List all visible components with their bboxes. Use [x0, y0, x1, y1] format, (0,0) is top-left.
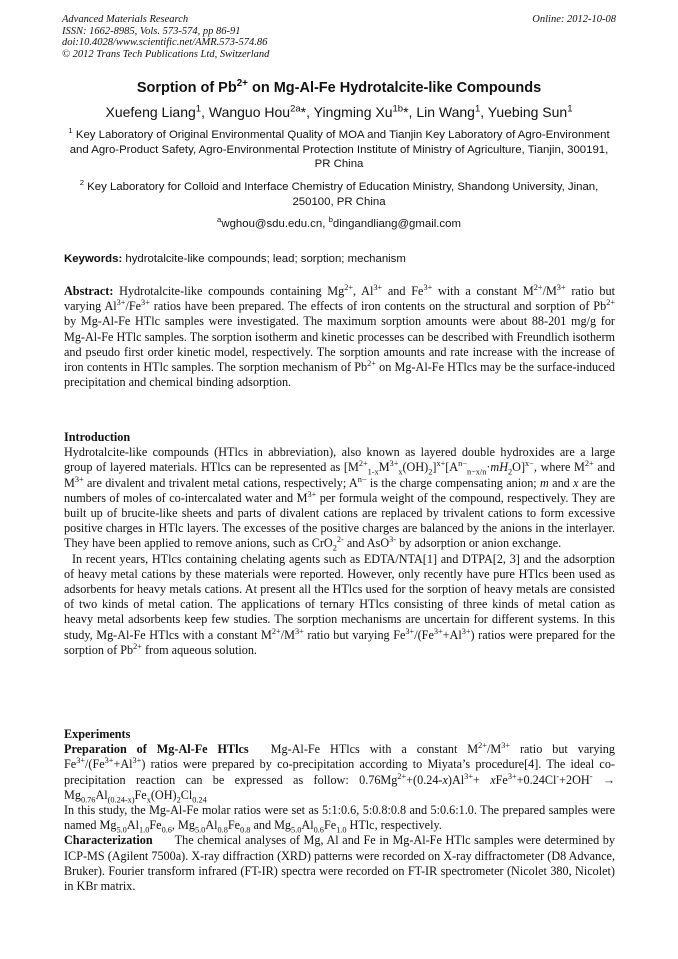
author-list: [0, 104, 678, 120]
author: Lin Wang$^1$,: [416, 103, 488, 120]
introduction-paragraph-2: In recent years, HTlcs containing chelating agents such as EDTA/NTA[1] and DTPA[2, 3] and the adsorption of heavy metal cations by these materials were reported. However, only recently have pure HTlcs been used as adsorbents for heavy metals cations. At present all the HTlcs used for the sorption of heavy metals are consisted of two kinds of metal cation. The applications of ternary HTlcs consisting of three kinds of metal cation as heavy metal adsorbents keep few studies. The sorption mechanisms are uncertain for different systems. In this study, Mg-Al-Fe HTlcs with a constant $M^{2+}/M^{3+}$ ratio but varying $Fe^{3+}/(Fe^{3+}+Al^{3+})$ ratios were prepared for the sorption of $Pb^{2+}$ from aqueous solution.: [64, 551, 615, 657]
journal-issn: ISSN: 1662-8985, Vols. 573-574, pp 86-91: [62, 25, 241, 37]
molar-ratio-paragraph: In this study, the Mg-Al-Fe molar ratios were set as 5:1:0.6, 5:0.8:0.8 and 5:0.6:1.0. The prepared samples were named $Mg_{5.0}Al_{1.0}Fe_{0.6}$, $Mg_{5.0}Al_{0.8}Fe_{0.8}$ and $Mg_{5.0}Al_{0.6}Fe_{1.0}$ HTlc, respectively.: [64, 803, 615, 835]
keywords-label: Keywords:: [64, 253, 123, 265]
journal-name: Advanced Materials Research: [62, 14, 189, 25]
introduction-heading: Introduction: [64, 430, 131, 444]
title-text-end: on Mg-Al-Fe Hydrotalcite-like Compounds: [247, 80, 542, 96]
preparation-heading: Preparation of Mg-Al-Fe HTlcs: [64, 742, 249, 757]
characterization-heading: Characterization: [64, 833, 153, 848]
title-text: Sorption of Pb: [136, 80, 237, 96]
author: Wanguo Hou$^{2a}$*,: [208, 103, 314, 120]
affiliation-2: $^2$ Key Laboratory for Colloid and Interface Chemistry of Education Ministry, Shandong University, Jinan, 250100, PR China: [79, 178, 599, 208]
introduction-paragraph-1: Hydrotalcite-like compounds (HTlcs in abbreviation), also known as layered double hydroxides are a large group of layered materials. HTlcs can be represented as $[M^{2+}_{1-x}M^{3+}_x(OH)_2]^{x+}[A^{n-}_{n-x/n}\cdot mH_2O]^{x-}$, where $M^{2+}$ and $M^{3+}$ are divalent and trivalent metal cations, respectively; $A^{n-}$ is the charge compensating anion; m and x are the numbers of moles of co-intercalated water and $M^{3+}$ per formula weight of the compound, respectively. They are built up of brucite-like sheets and parts of divalent cations are replaced by trivalent cations to form excessive positive charges in HTlc layers. The excesses of the positive charges are balanced by the anions in the interlayer. They have been applied to remove anions, such as CrO$_2^{2-}$ and AsO$^{3-}$ by adsorption or anion exchange.: [64, 445, 615, 553]
email-a: wghou@sdu.edu.cn,: [221, 218, 329, 230]
preparation-paragraph: Preparation of Mg-Al-Fe HTlcs Mg-Al-Fe HTlcs with a constant $M^{2+}/M^{3+}$ ratio but varying $Fe^{3+}/(Fe^{3+}+Al^{3+})$ ratios were prepared by co-precipitation according to Miyata’s procedure[4]. The ideal co-precipitation reaction can be expressed as follow: $0.76Mg^{2+}+(0.24-x)Al^{3+}+ xFe^{3+}+0.24Cl^-+2OH^- \to Mg_{0.76}Al_{(0.24-x)}Fe_x(OH)_2Cl_{0.24}$: [64, 741, 616, 805]
experiments: [64, 727, 615, 894]
author: Xuefeng Liang$^1$,: [105, 103, 209, 120]
online-date: Online: 2012-10-08: [532, 14, 616, 25]
keywords-text: hydrotalcite-like compounds; lead; sorption; mechanism: [122, 253, 406, 265]
affiliation-1: $^1$ Key Laboratory of Original Environmental Quality of MOA and Tianjin Key Laboratory of Agro-Environment and Agro-Product Safety, Agro-Environmental Protection Institute of Ministry of Agriculture, Tianjin, 300191, PR China: [68, 126, 610, 170]
journal-header: [62, 14, 616, 60]
paper-title: [0, 80, 678, 96]
title-sup: 2+: [236, 78, 248, 90]
email-line: $^a$wghou@sdu.edu.cn, $^b$dingandliang@gmail.com: [217, 215, 461, 230]
keywords: [64, 253, 616, 265]
abstract: Abstract: Hydrotalcite-like compounds containing $Mg^{2+}$, $Al^{3+}$ and $Fe^{3+}$ with a constant $M^{2+}/M^{3+}$ ratio but varying $Al^{3+}/Fe^{3+}$ ratios have been prepared. The effects of iron contents on the structural and sorption of $Pb^{2+}$ by Mg-Al-Fe HTlc samples were investigated. The maximum sorption amounts were about 88-201 mg/g for Mg-Al-Fe HTlc samples. The sorption isotherm and kinetic processes can be described with Freundlich isotherm and pseudo first order kinetic model, respectively. The sorption amounts and rate increase with the increase of iron contents in HTlc samples. The sorption mechanism of $Pb^{2+}$ on Mg-Al-Fe HTlcs may be the surface-induced precipitation and chemical binding adsorption.: [64, 282, 616, 390]
journal-doi: doi:10.4028/www.scientific.net/AMR.573-574.86: [62, 37, 268, 48]
author: Yuebing Sun$^1$: [487, 103, 573, 120]
characterization-paragraph: Characterization The chemical analyses of Mg, Al and Fe in Mg-Al-Fe HTlc samples were determined by ICP-MS (Agilent 7500a). X-ray diffraction (XRD) patterns were recorded on X-ray diffractometer (D8 Advance, Bruker). Fourier transform infrared (FT-IR) spectra were recorded on FT-IR spectrometer (Nicolet 380, Nicolet) in KBr matrix.: [64, 833, 615, 894]
author: Yingming $Xu^{1b}*$,: [313, 103, 417, 120]
journal-copyright: © 2012 Trans Tech Publications Ltd, Switzerland: [62, 48, 270, 60]
introduction: [64, 430, 615, 658]
abstract-label: Abstract:: [64, 284, 114, 298]
email-b: dingandliang@gmail.com: [332, 218, 461, 230]
experiments-heading: Experiments: [64, 727, 131, 741]
